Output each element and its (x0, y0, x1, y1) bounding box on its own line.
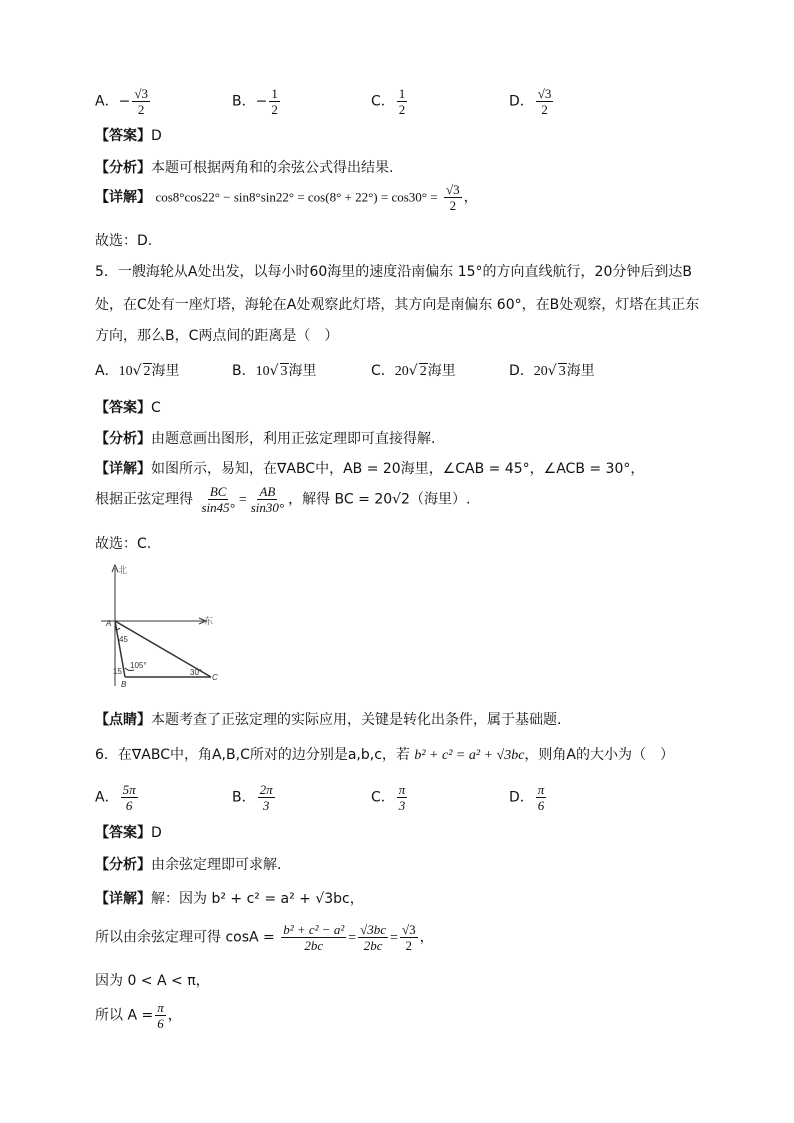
q6-result: 所以 A = $\frac{\pi}{6}$ ， (95, 1000, 182, 1031)
q6-analysis: 【分析】由余弦定理即可求解. (95, 857, 282, 873)
label-b: B (121, 680, 127, 689)
q5-sine-law: 根据正弦定理得 $\frac{BC}{\sin 45^\circ}$ = $\frac{AB}{\sin 30^\circ}$ ，解得 BC = 20√2（海里）. (95, 484, 471, 515)
fraction: $\frac{\pi}{6}$ (537, 782, 545, 813)
angle-label-45: 45 (119, 635, 128, 644)
angle-label-30: 30° (190, 668, 203, 677)
navigation-diagram (98, 562, 218, 690)
q4-detail: 【详解】 cos8°cos22° − sin8°sin22° = cos(8° + 22°) = cos30° = $\frac{√3}{2}$ ， (95, 182, 478, 213)
label-east: 东 (204, 616, 214, 626)
angle-label-105: 105° (130, 661, 147, 670)
q5-choose: 故选：C. (95, 536, 152, 552)
q6-detail: 【详解】解：因为 b² + c² = a² + √3bc， (95, 891, 364, 907)
q5-stem-line3: 方向，那么B，C两点间的距离是（ ） (95, 328, 339, 344)
q5-option-b[interactable]: B．10√ 3海里 (232, 363, 317, 379)
q6-options (95, 776, 695, 816)
angle-label-15: 15 (113, 667, 122, 676)
q5-stem-line1: 5．一艘海轮从A处出发，以每小时60海里的速度沿南偏东 15°的方向直线航行，20分钟后到达B (95, 264, 692, 280)
q6-answer: 【答案】D (95, 825, 162, 841)
q4-option-b[interactable]: B．− $\frac{1}{2}$ (232, 86, 278, 117)
q5-analysis: 【分析】由题意画出图形，利用正弦定理即可直接得解. (95, 431, 436, 447)
q4-analysis: 【分析】本题可根据两角和的余弦公式得出结果. (95, 160, 394, 176)
fraction: $\frac{√3}{2}$ (134, 86, 148, 117)
q6-option-d[interactable]: D． $\frac{\pi}{6}$ (509, 782, 545, 813)
q5-stem-line2: 处，在C处有一座灯塔，海轮在A处观察此灯塔，其方向是南偏东 60°，在B处观察，灯塔在其正东 (95, 297, 700, 313)
q6-option-a[interactable]: A． $\frac{5\pi}{6}$ (95, 782, 136, 813)
q4-option-a[interactable]: A．− $\frac{√3}{2}$ (95, 86, 148, 117)
fraction: $\frac{√3}{2}$ (537, 86, 552, 117)
q5-answer: 【答案】C (95, 400, 161, 416)
fraction: $\frac{√3bc}{2bc}$ (360, 922, 387, 953)
fraction: $\frac{√3}{2}$ (401, 922, 416, 953)
fraction: $\frac{\pi}{6}$ (157, 1000, 164, 1031)
q6-range: 因为 0 < A < π， (95, 973, 210, 989)
fraction: $\frac{1}{2}$ (398, 86, 406, 117)
q5-option-a[interactable]: A．10√ 2海里 (95, 363, 180, 379)
fraction: $\frac{2\pi}{3}$ (259, 782, 273, 813)
label-c: C (212, 673, 218, 682)
q4-option-c[interactable]: C． $\frac{1}{2}$ (371, 86, 406, 117)
label-north: 北 (118, 565, 128, 575)
q4-options (95, 80, 695, 120)
q5-option-c[interactable]: C．20√ 2海里 (371, 363, 456, 379)
fraction: $\frac{5\pi}{6}$ (122, 782, 136, 813)
q6-option-c[interactable]: C． $\frac{\pi}{3}$ (371, 782, 406, 813)
fraction: $\frac{BC}{\sin 45^\circ}$ (201, 484, 235, 515)
q5-detail: 【详解】如图所示，易知，在∇ABC中，AB = 20海里，∠CAB = 45°，∠ACB = 30°， (95, 461, 645, 477)
q6-option-b[interactable]: B． $\frac{2\pi}{3}$ (232, 782, 273, 813)
q5-option-d[interactable]: D．20√ 3海里 (509, 363, 595, 379)
q4-answer: 【答案】D (95, 128, 162, 144)
q5-options (95, 360, 695, 382)
fraction: $\frac{AB}{\sin 30^\circ}$ (250, 484, 285, 515)
label-a: A (106, 619, 112, 628)
q6-cos-formula: 所以由余弦定理可得 cosA = $\frac{\text{b² + c² − a²}}{2bc}$ = $\frac{√3bc}{2bc}$ = $\frac{√3}{2}$ ， (95, 922, 434, 953)
q5-comment: 【点睛】本题考查了正弦定理的实际应用，关键是转化出条件，属于基础题. (95, 712, 562, 728)
q4-option-d[interactable]: D． $\frac{√3}{2}$ (509, 86, 552, 117)
q4-choose: 故选：D. (95, 233, 153, 249)
q6-stem: 6．在∇ABC中，角A,B,C所对的边分别是a,b,c，若 b² + c² = a² + √3bc，则角A的大小为（ ） (95, 747, 674, 763)
fraction: $\frac{√3}{2}$ (446, 182, 460, 213)
fraction: $\frac{\text{b² + c² − a²}}{2bc}$ (283, 922, 345, 953)
fraction: $\frac{1}{2}$ (271, 86, 278, 117)
fraction: $\frac{\pi}{3}$ (398, 782, 406, 813)
